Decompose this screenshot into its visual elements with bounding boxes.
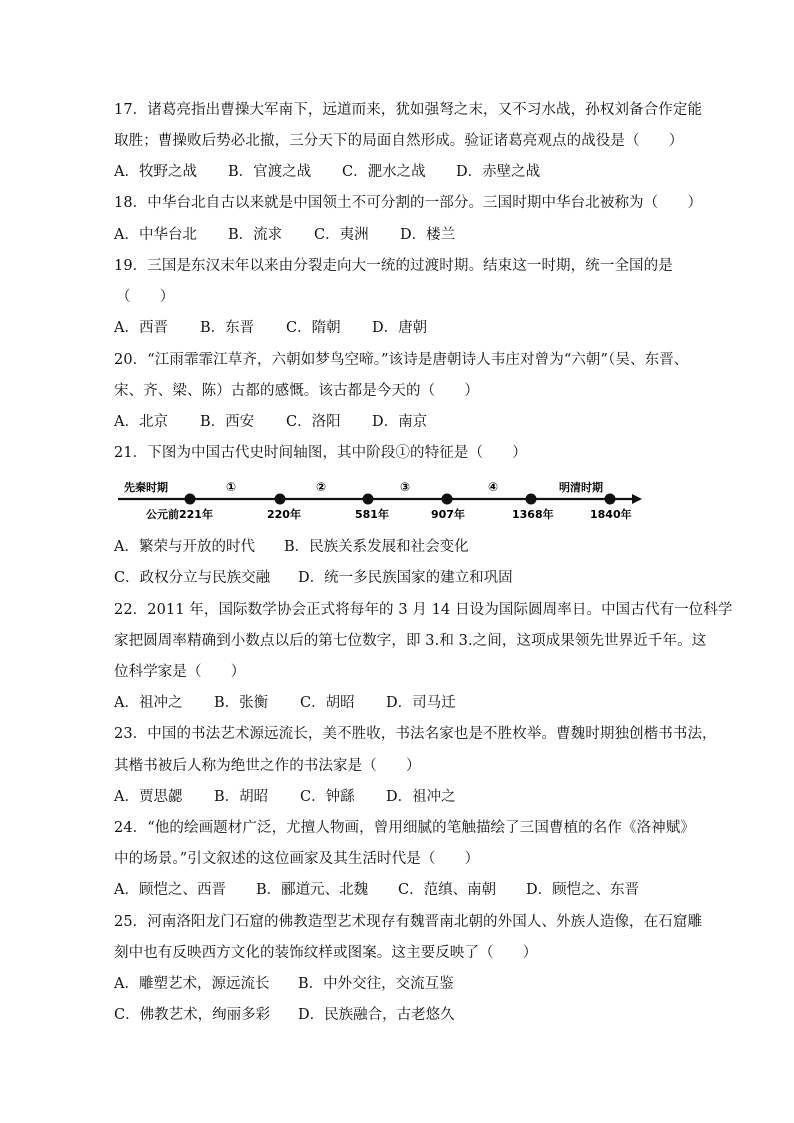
timeline-node-6 bbox=[605, 494, 616, 505]
q19-line-1: 19．三国是东汉末年以来由分裂走向大一统的过渡时期。结束这一时期，统一全国的是 bbox=[114, 258, 673, 274]
q17-option-d[interactable]: D．赤壁之战 bbox=[456, 164, 541, 180]
q18-option-a[interactable]: A．中华台北 bbox=[114, 227, 197, 243]
q18-option-b[interactable]: B．流求 bbox=[228, 227, 283, 243]
q19-line-2: （ ） bbox=[116, 289, 175, 305]
q24-option-d[interactable]: D．顾恺之、东晋 bbox=[526, 882, 640, 898]
timeline-node-2 bbox=[275, 494, 286, 505]
q21-option-b[interactable]: B．民族关系发展和社会变化 bbox=[284, 539, 469, 555]
q23-option-c[interactable]: C．钟繇 bbox=[300, 789, 355, 805]
q18-option-c[interactable]: C．夷洲 bbox=[314, 227, 369, 243]
q20-line-2: 宋、齐、梁、陈）古都的感慨。该古都是今天的（ ） bbox=[114, 383, 479, 399]
q22-line-1: 22．2011 年，国际数学协会正式将每年的 3 月 14 日设为国际圆周率日。中国古代有一位科学 bbox=[114, 602, 733, 618]
q18-line-1: 18．中华台北自古以来就是中国领土不可分割的一部分。三国时期中华台北被称为（ ） bbox=[114, 195, 703, 211]
q25-option-d[interactable]: D．民族融合，古老悠久 bbox=[298, 1007, 455, 1023]
q22-line-3: 位科学家是（ ） bbox=[114, 664, 246, 680]
timeline-end-label: 明清时期 bbox=[559, 481, 603, 494]
q23-option-d[interactable]: D．祖冲之 bbox=[386, 789, 456, 805]
q24-line-2: 中的场景。”引文叙述的这位画家及其生活时代是（ ） bbox=[114, 851, 480, 867]
q24-option-c[interactable]: C．范缜、南朝 bbox=[398, 882, 497, 898]
q22-line-2: 家把圆周率精确到小数点以后的第七位数字，即 3.和 3.之间，这项成果领先世界近千年。这 bbox=[114, 633, 707, 649]
q17-option-b[interactable]: B．官渡之战 bbox=[228, 164, 312, 180]
q20-option-a[interactable]: A．北京 bbox=[114, 414, 168, 430]
timeline-node-4 bbox=[442, 494, 453, 505]
q20-option-d[interactable]: D．南京 bbox=[372, 414, 428, 430]
timeline-node-5 bbox=[526, 494, 537, 505]
timeline-arrow bbox=[632, 494, 642, 504]
q25-option-b[interactable]: B．中外交往，交流互鉴 bbox=[298, 976, 454, 992]
timeline-date-6: 1840年 bbox=[590, 508, 632, 521]
q24-line-1: 24．“他的绘画题材广泛，尤擅人物画，曾用细腻的笔触描绘了三国曹植的名作《洛神赋》 bbox=[114, 820, 695, 836]
q17-option-a[interactable]: A．牧野之战 bbox=[114, 164, 197, 180]
q21-option-c[interactable]: C．政权分立与民族交融 bbox=[114, 570, 271, 586]
q21-option-a[interactable]: A．繁荣与开放的时代 bbox=[114, 539, 255, 555]
q17-line-1: 17．诸葛亮指出曹操大军南下，远道而来，犹如强弩之末，又不习水战，孙权刘备合作定能 bbox=[114, 102, 703, 118]
q18-option-d[interactable]: D．楼兰 bbox=[400, 227, 456, 243]
q22-option-d[interactable]: D．司马迁 bbox=[386, 695, 456, 711]
q21-option-d[interactable]: D．统一多民族国家的建立和巩固 bbox=[298, 570, 513, 586]
q22-option-c[interactable]: C．胡昭 bbox=[300, 695, 355, 711]
timeline-stage-1: ① bbox=[226, 480, 237, 494]
q19-option-b[interactable]: B．东晋 bbox=[200, 320, 255, 336]
q20-line-1: 20．“江雨霏霏江草齐，六朝如梦鸟空啼。”该诗是唐朝诗人韦庄对曾为“六朝”（吴、东晋、 bbox=[114, 352, 689, 368]
q25-line-2: 刻中也有反映西方文化的装饰纹样或图案。这主要反映了（ ） bbox=[114, 945, 538, 961]
timeline-node-3 bbox=[363, 494, 374, 505]
q25-line-1: 25．河南洛阳龙门石窟的佛教造型艺术现存有魏晋南北朝的外国人、外族人造像，在石窟雕 bbox=[114, 914, 703, 930]
q25-option-c[interactable]: C．佛教艺术，绚丽多彩 bbox=[114, 1007, 271, 1023]
timeline-date-1: 公元前221年 bbox=[146, 508, 213, 521]
timeline-date-3: 581年 bbox=[355, 508, 389, 521]
q22-option-a[interactable]: A．祖冲之 bbox=[114, 695, 183, 711]
q22-option-b[interactable]: B．张衡 bbox=[214, 695, 269, 711]
q19-option-a[interactable]: A．西晋 bbox=[114, 320, 168, 336]
timeline-stage-3: ③ bbox=[400, 480, 411, 494]
timeline-stage-2: ② bbox=[316, 480, 327, 494]
q23-line-2: 其楷书被后人称为绝世之作的书法家是（ ） bbox=[114, 758, 421, 774]
q20-option-b[interactable]: B．西安 bbox=[200, 414, 255, 430]
q23-line-1: 23．中国的书法艺术源远流长，美不胜收，书法名家也是不胜枚举。曹魏时期独创楷书书法， bbox=[114, 726, 717, 742]
timeline-svg bbox=[118, 474, 644, 524]
timeline-date-5: 1368年 bbox=[512, 508, 554, 521]
timeline-start-label: 先秦时期 bbox=[124, 481, 168, 494]
q25-option-a[interactable]: A．雕塑艺术，源远流长 bbox=[114, 976, 270, 992]
timeline-stage-4: ④ bbox=[488, 480, 499, 494]
q17-line-2: 取胜；曹操败后势必北撤，三分天下的局面自然形成。验证诸葛亮观点的战役是（ ） bbox=[114, 133, 684, 149]
q24-option-a[interactable]: A．顾恺之、西晋 bbox=[114, 882, 226, 898]
q23-option-a[interactable]: A．贾思勰 bbox=[114, 789, 183, 805]
q17-option-c[interactable]: C．淝水之战 bbox=[342, 164, 426, 180]
timeline-date-4: 907年 bbox=[431, 508, 465, 521]
q24-option-b[interactable]: B．郦道元、北魏 bbox=[256, 882, 369, 898]
q20-option-c[interactable]: C．洛阳 bbox=[286, 414, 341, 430]
q23-option-b[interactable]: B．胡昭 bbox=[214, 789, 269, 805]
q19-option-c[interactable]: C．隋朝 bbox=[286, 320, 341, 336]
q21-line-1: 21．下图为中国古代史时间轴图，其中阶段①的特征是（ ） bbox=[114, 445, 527, 461]
timeline-node-1 bbox=[185, 494, 196, 505]
timeline-date-2: 220年 bbox=[267, 508, 301, 521]
history-timeline bbox=[118, 474, 644, 524]
q19-option-d[interactable]: D．唐朝 bbox=[372, 320, 428, 336]
